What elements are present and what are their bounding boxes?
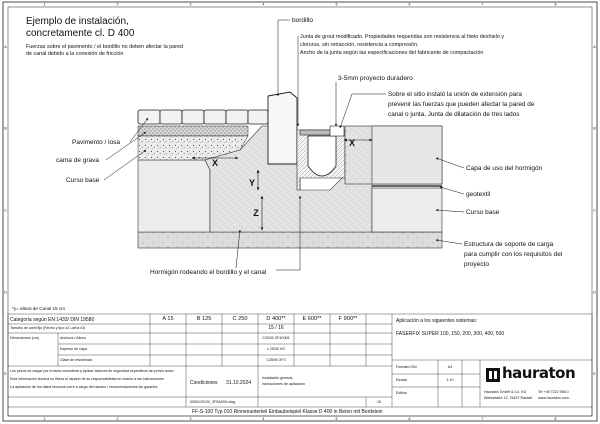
frame-col-label: 6 [408,417,411,421]
frame-row-label: C [593,208,596,213]
tb-dimensions-label: Dimensiones (cm) [10,336,39,340]
frame-row-label: E [4,372,7,377]
label-bordillo: bordillo [292,17,313,24]
label-sobre-2: prevenir las fuerzas que pueden afectar la pared de [388,101,535,108]
left-base-course [138,160,210,232]
wearing-course-slab [372,126,442,184]
frame-row-label: D [4,290,7,295]
tb-resistencia-label: Clase de resistencia [60,358,93,362]
subtitle-line2: de canal debido a la conexión de fricción [26,51,124,57]
dim-z-label: Z [253,208,259,218]
frame-col-label: 3 [189,417,192,421]
frame-col-label: 4 [262,2,265,7]
expansion-joint-block [330,126,344,136]
subtitle-line1: Fuerzas sobre el pavimento / el bordillo no deben afectar la pared [26,44,184,50]
tb-value-2: ≥ 25/30 XO [266,347,286,351]
label-proyecto: 3-5mm proyecto duradero [338,75,413,82]
frame-col-label: 1 [43,417,46,421]
gravel-bed [138,126,248,136]
paving-stones [138,110,268,124]
frame-row-label: A [593,44,596,49]
label-grout-2: clorurus, sin retracción, resistencia a compresión. [300,42,419,48]
label-pavimento: Pavimento / losa [72,139,121,146]
tb-formato-value: A4 [447,365,453,369]
tb-row2-d400: 15 / 16 [268,325,284,331]
label-estructura-2: para cumplir con los requisitos del [464,251,563,258]
frame-row-label: D [593,290,596,295]
label-grout-3: Ancho de la junta según las especificaciones del fabricante de compactación [300,50,484,56]
tb-anchura-label: Anchura / Altura [60,336,86,340]
tb-applies-value: FASERFIX SUPER 100, 150, 200, 300, 400, 500 [396,331,505,337]
frame-col-label: 5 [335,2,338,7]
frame-row-label: E [593,372,596,377]
logo-address-1: Hauraton GmbH & Co. KG [484,390,527,394]
label-estructura-1: Estructura de soporte de carga [464,241,554,248]
tb-edition-label: Edition [396,391,407,395]
tb-conditions-date: 31.10.2024 [226,380,252,386]
tb-row2-label: Tamaño de carril fijo (Recho y tipo x2 Larha x3) [10,326,86,330]
tb-disclaimer-3: La aplicación de los datos técnicos corre a cargo del usuario / recomendaciones sin garantía [10,385,158,389]
frame-row-label: B [593,126,596,131]
frame-row-label: B [4,126,7,131]
frame-col-label: 7 [481,417,484,421]
frame-col-label: 8 [554,417,557,421]
tb-disclaimer-1: Los pesos de carga/ por lo tanto considerar y aplicar factores de seguridad especificos sin previo aviso [10,369,174,373]
frame-col-label: 6 [408,2,411,7]
logo-address-2: Werkstraße 13, 76437 Rastatt [484,396,532,400]
footnote: *y= altura de Canal 15 cm [12,306,65,311]
channel-cavity [308,136,336,176]
frame-col-label: 7 [481,2,484,7]
label-curso-base-right: Curso base [466,209,500,216]
tb-value-3: C35/90 XF3 [266,358,286,362]
label-grout-1: Junta de grout modificado. Propiedades requeridas son resistencia al hielo deshielo y [300,34,505,40]
label-sobre-3: canal o junta, Junta de dilatación de tres lados [388,111,520,118]
label-hormigon: Hormigón rodeando el bordillo y el canal [150,269,267,276]
frame-col-label: 1 [43,2,46,7]
dim-x-left-label: X [211,158,219,168]
label-curso-base-left: Curso base [66,177,100,184]
tb-applies-label: Aplicación a los siguientes sistemas: [396,318,478,324]
label-capa: Capa de uso del hormigón [466,165,543,172]
tb-class-a15: A 15 [162,316,174,322]
label-sobre-1: Sobre el sitio instaló la unión de extensión para [388,91,522,98]
tb-conditions-text-2: instrucciones de aplicación [262,382,305,386]
tb-class-b125: B 125 [196,316,212,322]
tb-class-c250: C 250 [232,316,248,322]
logo-phone: Tel +49 7222 958 0 [538,390,569,394]
frame-col-label: 2 [116,417,119,421]
label-grava: cama de grava [56,157,99,164]
dim-y-label: Y [248,178,256,188]
right-base-course [372,188,442,232]
tb-bottom-description: FF-S-100 Typ 010 Rinnenunterteil Einbaubeispiel Klasse D 400 in Beton mit Bordstein [192,409,383,415]
leader-geotextil [440,187,464,194]
tb-page-number: 15 [377,400,381,404]
tb-escala-label: Escala [396,378,407,382]
tb-espesor-label: Espesor de capa [60,347,87,351]
frame-row-label: C [4,208,7,213]
tb-category-label: Categoria según EN 1433/ DIN 19580 [10,317,95,323]
tb-value-1: C25/30 XF4/XM1 [262,336,290,340]
tb-class-e600: E 600** [302,316,322,322]
title-line1: Ejemplo de instalación, [26,16,129,27]
kerb-stone [268,92,297,164]
tb-class-f900: F 900** [338,316,358,322]
frame-row-label: A [4,44,7,49]
tb-filename: 0000120120_SPANISH.dwg [190,400,236,404]
label-estructura-3: proyecto [464,261,489,268]
frame-col-label: 4 [262,417,265,421]
frame-col-label: 5 [335,417,338,421]
leader-sobre [340,94,386,128]
tb-conditions-label: Condiciones [190,380,218,386]
frame-col-label: 2 [116,2,119,7]
tb-escala-value: 1:10 [446,378,454,382]
support-structure-layer [138,232,442,248]
frame-col-label: 3 [189,2,192,7]
title-line2: concretamente cl. D 400 [26,28,135,39]
tb-conditions-text-1: Instalación general, [262,376,294,380]
dim-x-right-label: X [348,138,356,148]
tb-formato-label: Formato DIN [396,365,417,369]
logo-web: www.hauraton.com [538,396,569,400]
hauraton-wordmark: hauraton [502,364,576,382]
tb-class-d400: D 400** [266,316,286,322]
tb-disclaimer-2: Esta información técnica no libera al usuario de su responsabilidad en cuanto a las instrucciones [10,377,164,381]
label-geotextil: geotextil [466,191,491,198]
frame-col-label: 8 [554,2,557,7]
hauraton-logo-mark [486,368,500,382]
